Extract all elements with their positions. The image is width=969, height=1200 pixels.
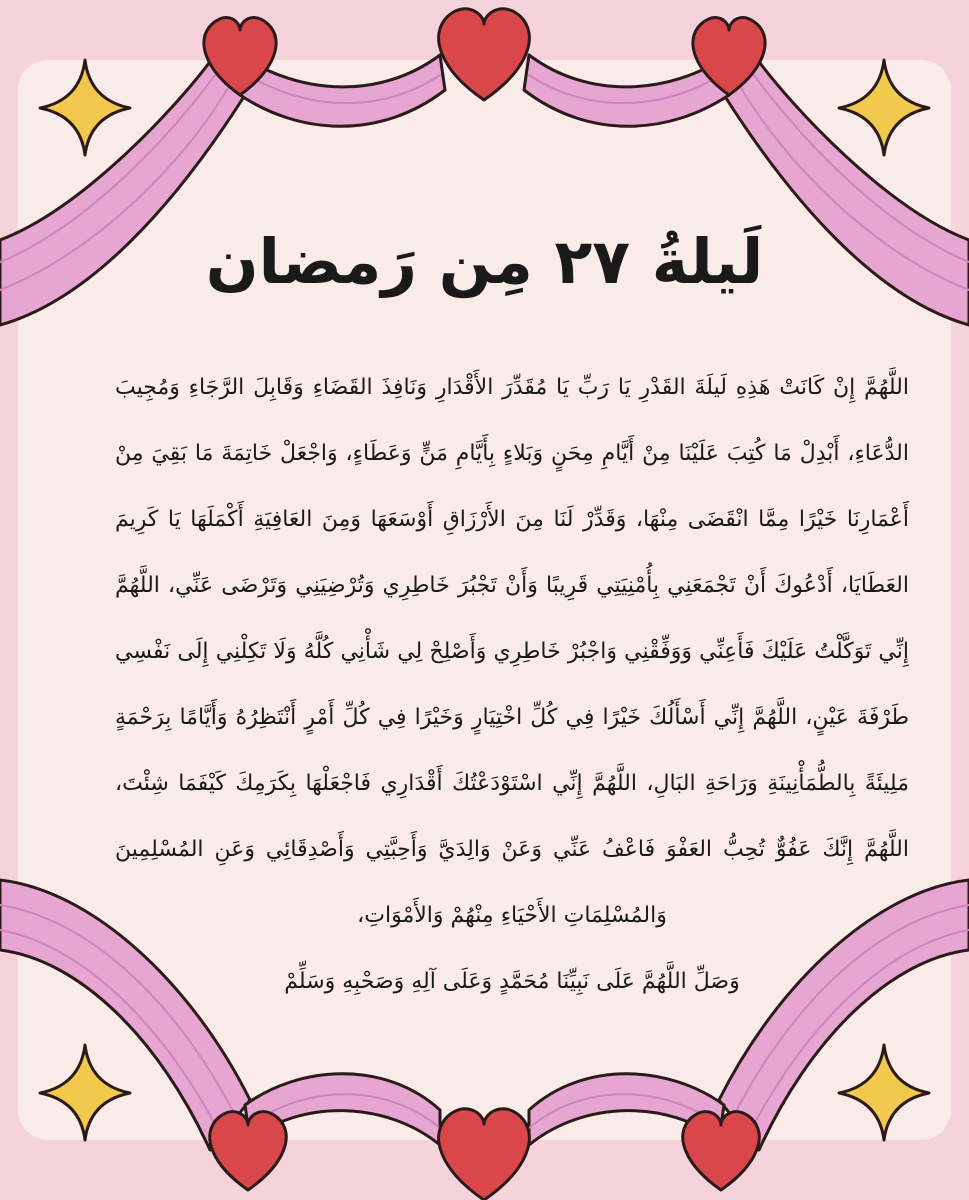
sparkle-star-icon	[40, 60, 130, 155]
prayer-text	[115, 355, 909, 1015]
prayer-closing: وَصَلِّ اللَّهُمَّ عَلَى نَبِيِّنَا مُحَمَّدٍ وَعَلَى آلِهِ وَصَحْبِهِ وَسَلِّمْ	[284, 969, 740, 994]
heart-icon	[210, 1112, 287, 1190]
heart-icon	[439, 1109, 530, 1200]
heart-icon	[439, 9, 530, 100]
page-title: لَيلةُ ٢٧ مِن رَمضان	[205, 225, 764, 298]
top-right-swag	[524, 55, 729, 126]
sparkle-star-icon	[839, 60, 929, 155]
sparkle-star-icon	[839, 1045, 929, 1140]
prayer-paragraph: اللَّهُمَّ إِنْ كَانَتْ هَذِهِ لَيلَةَ القَدْرِ يَا رَبِّ يَا مُقَدِّرَ الأَقْدَارِ وَنَافِذَ القَضَاءِ وَقَابِلَ الرَّجَاءِ وَمُجِيبَ الدُّعَاءِ، أَبْدِلْ مَا كُتِبَ عَلَيْنَا مِنْ أَيَّامِ مِحَنٍ وَبَلاءٍ بِأَيَّامِ مَنٍّ وَعَطَاءٍ، وَاجْعَلْ خَاتِمَةَ مَا بَقِيَ مِنْ أَعْمَارِنَا خَيْرًا مِمَّا انْقَضَى مِنْهَا، وَقَدِّرْ لَنَا مِنَ الأَرْزَاقِ أَوْسَعَهَا وَمِنَ العَافِيَةِ أَكْمَلَهَا يَا كَرِيمَ العَطَايَا، أَدْعُوكَ أَنْ تَجْمَعَنِي بِأُمْنِيَتِي قَرِيبًا وَأَنْ تَجْبُرَ خَاطِرِي وَتُرْضِيَنِي وَتَرْضَى عَنِّي، اللَّهُمَّ إِنِّي تَوَكَّلْتُ عَلَيْكَ فَأَعِنِّي وَوَفِّقْنِي وَاجْبُرْ خَاطِرِي وَأَصْلِحْ لِي شَأْنِي كُلَّهُ وَلَا تَكِلْنِي إِلَى نَفْسِي طَرْفَةَ عَيْنٍ، اللَّهُمَّ إِنِّي أَسْأَلُكَ خَيْرًا فِي كُلِّ اخْتِيَارٍ وَخَيْرًا فِي كُلِّ أَمْرٍ أَنْتَظِرُهُ وَأَيَّامًا بِرَحْمَةٍ مَلِيئَةً بِالطُّمَأْنِينَةِ وَرَاحَةِ البَالِ، اللَّهُمَّ إِنِّي اسْتَوْدَعْتُكَ أَقْدَارِي فَاجْعَلْهَا بِكَرَمِكَ كَيْفَمَا شِئْتَ، اللَّهُمَّ إِنَّكَ عَفُوٌّ تُحِبُّ العَفْوَ فَاعْفُ عَنِّي وَعَنْ وَالِدَيَّ وَأَحِبَّتِي وَأَصْدِقَائِي وَعَنِ المُسْلِمِينَ وَالمُسْلِمَاتِ الأَحْيَاءِ مِنْهُمْ وَالأَمْوَاتِ،	[115, 375, 909, 928]
top-left-swag	[240, 55, 445, 126]
sparkle-star-icon	[40, 1045, 130, 1140]
heart-icon	[683, 1112, 760, 1190]
